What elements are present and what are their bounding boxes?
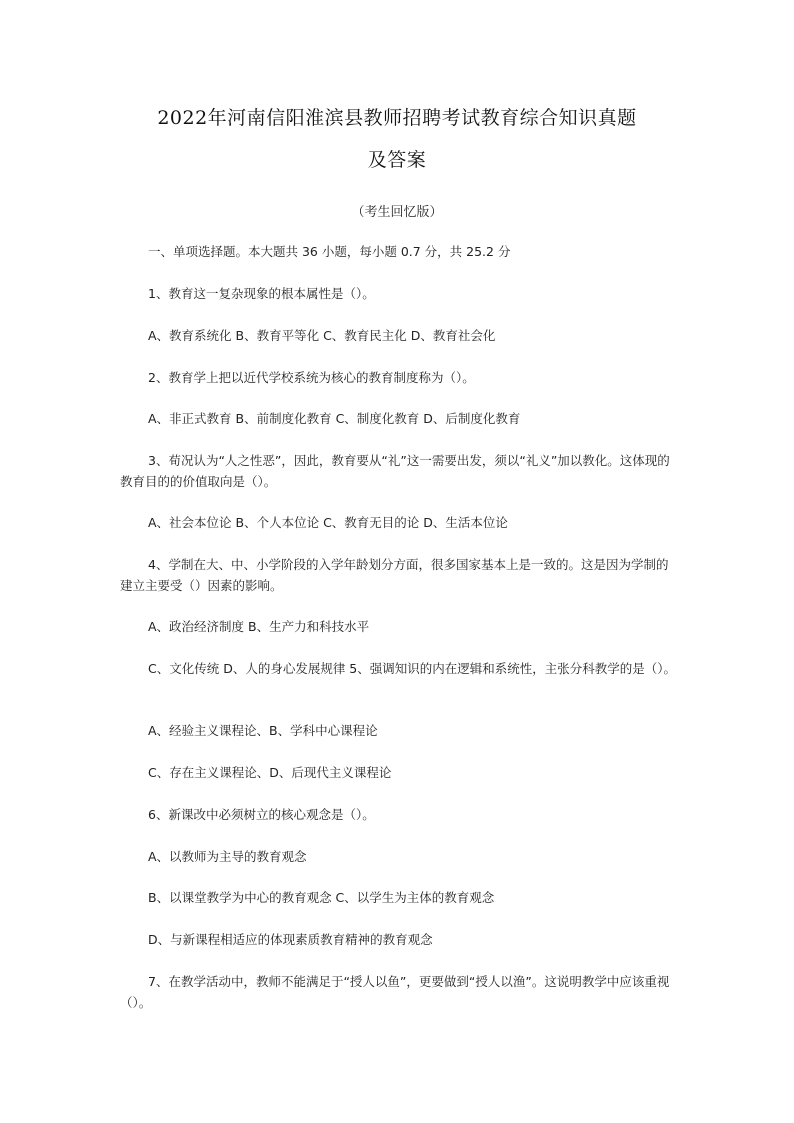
section-heading: 一、单项选择题。本大题共 36 小题，每小题 0.7 分，共 25.2 分 [148, 244, 511, 259]
question-6-option-a: A、以教师为主导的教育观念 [148, 849, 307, 864]
question-7: 7、在教学活动中，教师不能满足于“授人以鱼”，更要做到“授人以渔”。这说明教学中应该重视（）。 [120, 974, 670, 1010]
question-4-options-cd-question-5: C、文化传统 D、人的身心发展规律 5、强调知识的内在逻辑和系统性，主张分科教学的是（）。 [148, 661, 677, 676]
question-2-options: A、非正式教育 B、前制度化教育 C、制度化教育 D、后制度化教育 [148, 411, 521, 426]
document-title-line-1: 2022年河南信阳淮滨县教师招聘考试教育综合知识真题 [157, 107, 637, 129]
question-4-options-ab: A、政治经济制度 B、生产力和科技水平 [148, 619, 370, 634]
document-title-line-2: 及答案 [367, 149, 427, 171]
question-6-options-bc: B、以课堂教学为中心的教育观念 C、以学生为主体的教育观念 [148, 890, 495, 905]
question-3-options: A、社会本位论 B、个人本位论 C、教育无目的论 D、生活本位论 [148, 515, 508, 530]
question-1-options: A、教育系统化 B、教育平等化 C、教育民主化 D、教育社会化 [148, 328, 496, 343]
question-6-option-d: D、与新课程相适应的体现素质教育精神的教育观念 [148, 932, 433, 947]
question-6: 6、新课改中必须树立的核心观念是（）。 [148, 807, 375, 822]
question-3: 3、荀况认为“人之性恶”，因此，教育要从“礼”这一需要出发，须以“礼义”加以教化。这体现的教育目的的价值取向是（）。 [120, 453, 670, 489]
question-5-options-cd: C、存在主义课程论、D、后现代主义课程论 [148, 765, 392, 780]
question-2: 2、教育学上把以近代学校系统为核心的教育制度称为（）。 [148, 370, 475, 385]
question-5-options-ab: A、经验主义课程论、B、学科中心课程论 [148, 723, 378, 738]
question-1: 1、教育这一复杂现象的根本属性是（）。 [148, 286, 375, 301]
question-4: 4、学制在大、中、小学阶段的入学年龄划分方面，很多国家基本上是一致的。这是因为学制的建立主要受（）因素的影响。 [120, 557, 669, 593]
document-subtitle: （考生回忆版） [351, 205, 443, 220]
